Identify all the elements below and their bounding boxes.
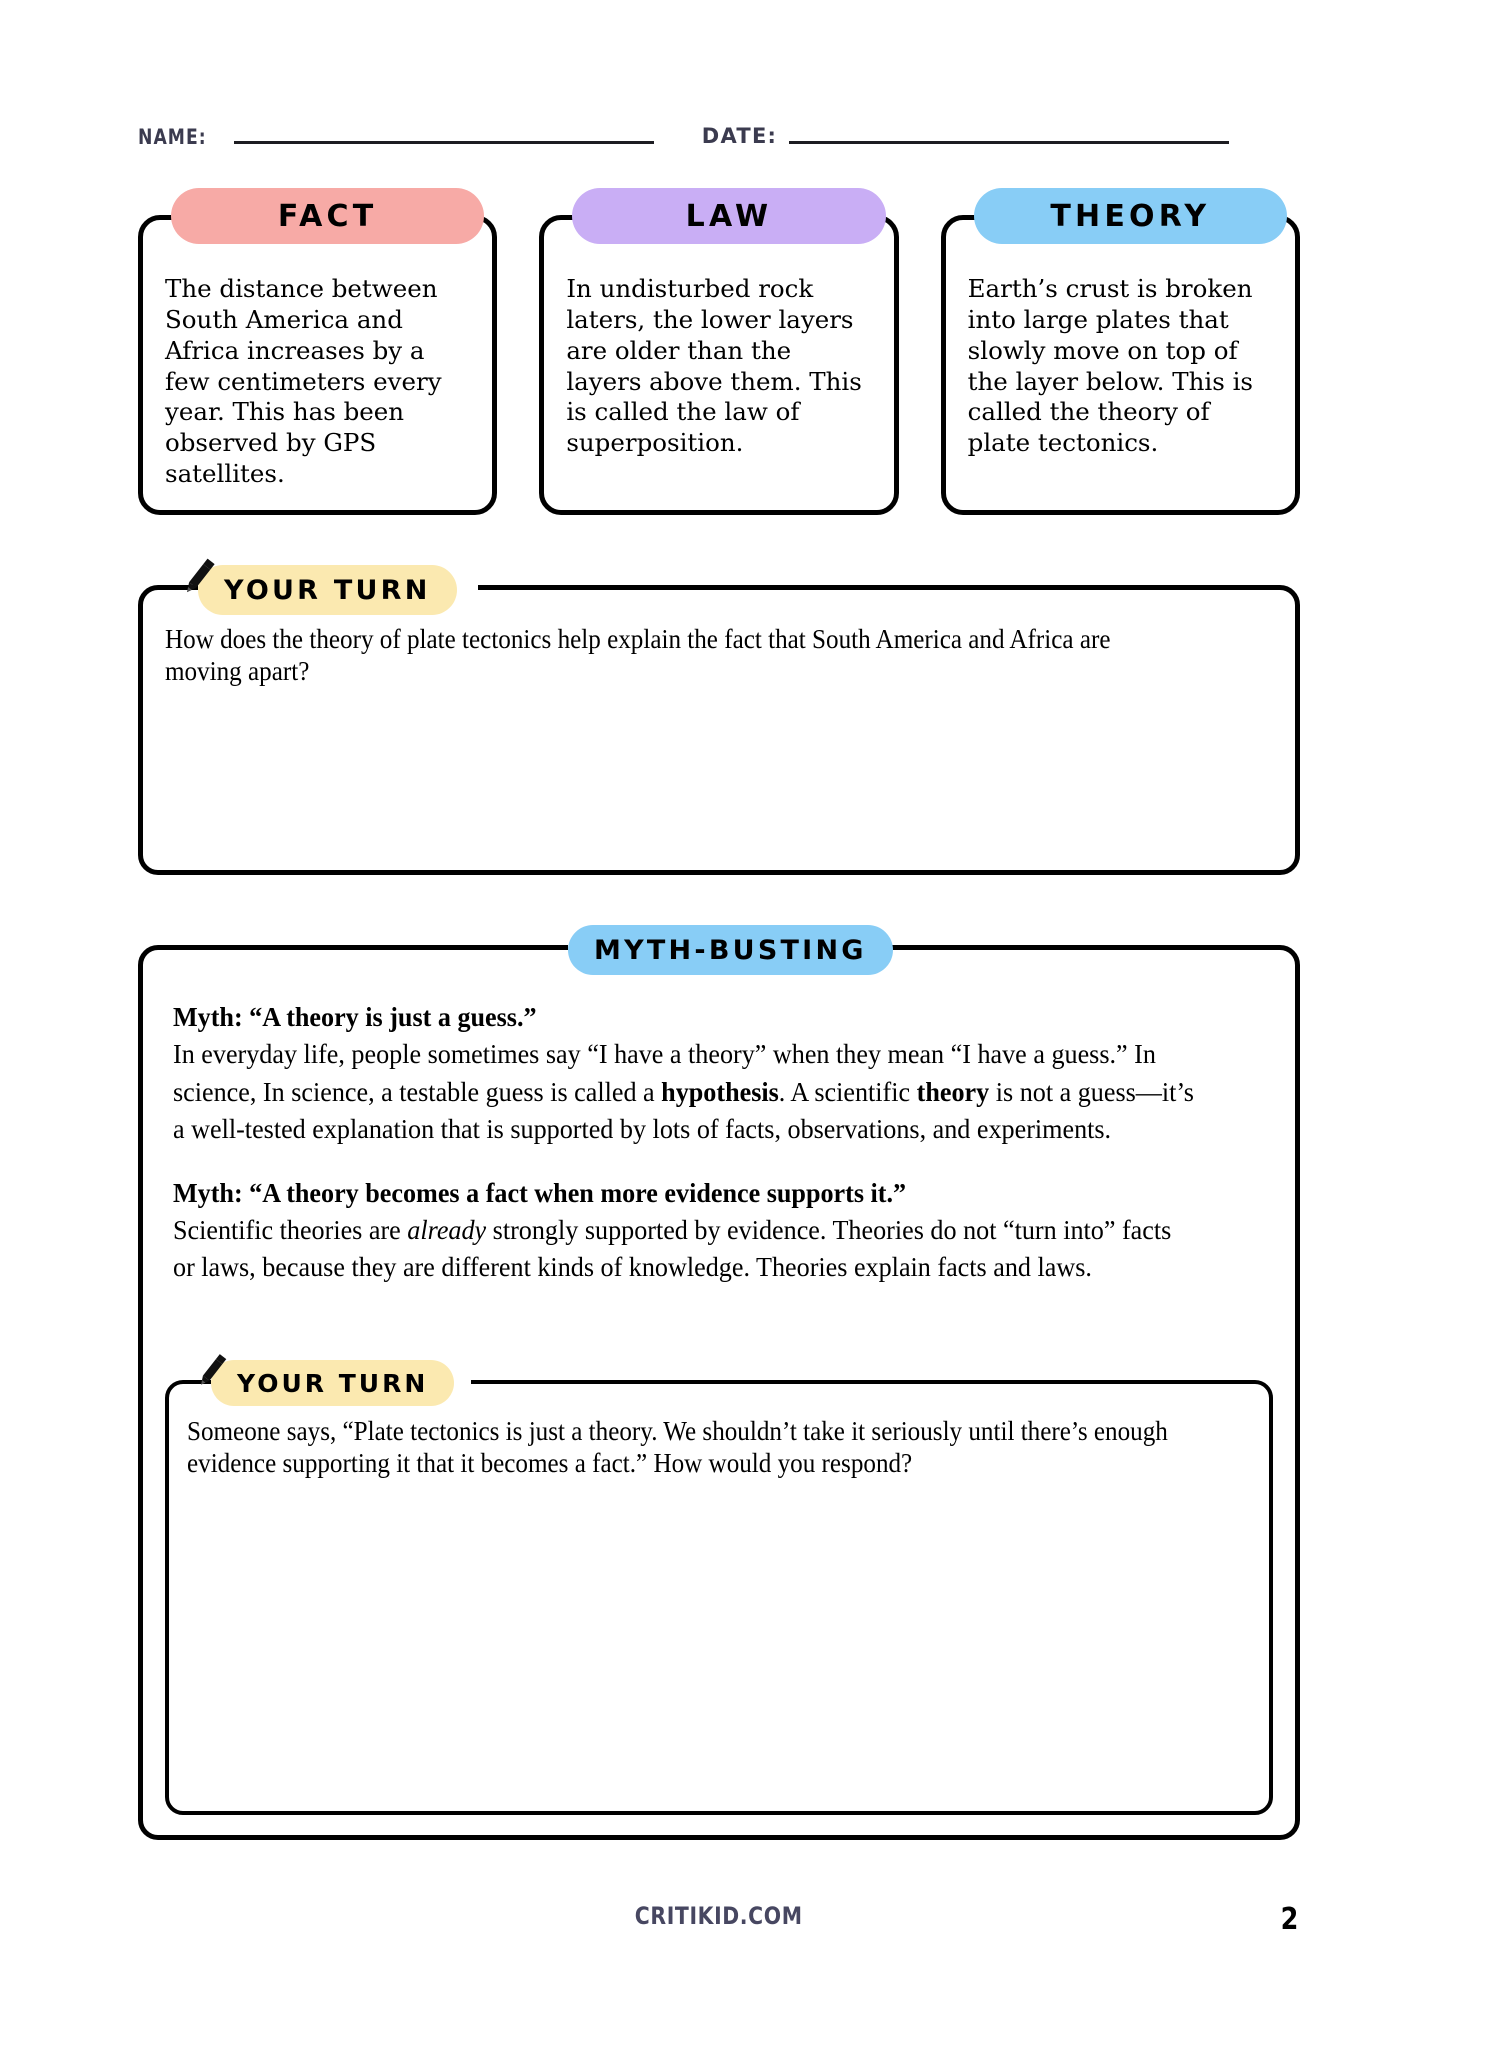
myth-2-text-a: Scientific theories are [173, 1213, 408, 1245]
name-write-line[interactable] [234, 141, 654, 144]
card-theory [941, 198, 1300, 515]
date-write-line[interactable] [789, 141, 1229, 144]
myth-block-1 [173, 998, 1194, 1148]
your-turn-tab-1 [198, 565, 457, 615]
name-label: NAME: [138, 125, 207, 149]
brand-label: CRITIKID.COM [635, 1902, 803, 1930]
myth-paragraph-1 [173, 1035, 1194, 1147]
your-turn-answer-area-2[interactable] [185, 1534, 1253, 1799]
card-fact-body: The distance between South America and Africa increases by a few centimeters every year. This has been observed by GPS satellites. [165, 274, 442, 489]
pencil-icon [191, 1349, 233, 1391]
myth-heading-1: Myth: “A theory is just a guess.” [173, 1001, 537, 1032]
your-turn-tab-2 [211, 1360, 454, 1406]
your-turn-prompt-2: Someone says, “Plate tectonics is just a theory. We shouldn’t take it seriously until there’s enough evidence supporting it that it becomes a fact.” How would you respond? [187, 1416, 1168, 1478]
myth-2-italic-already: already [407, 1213, 487, 1245]
header-fields [138, 108, 1298, 148]
your-turn-tab-label-2: YOUR TURN [237, 1368, 429, 1398]
pencil-icon [176, 553, 222, 599]
page-number: 2 [1280, 1902, 1299, 1937]
definition-cards [138, 198, 1300, 515]
card-law [539, 198, 898, 515]
myth-1-bold-hypothesis: hypothesis [661, 1075, 779, 1107]
myth-1-text-c: is not a guess—it’s a well-tested explanation that is supported by lots of facts, observations, and experiments. [173, 1075, 1194, 1145]
your-turn-prompt-1: How does the theory of plate tectonics help explain the fact that South America and Africa are moving apart? [165, 624, 1111, 686]
myth-busting-content [173, 998, 1194, 1286]
card-theory-pill: THEORY [974, 188, 1287, 244]
myth-2-text-b: strongly supported by evidence. Theories do not “turn into” facts or laws, because they are different kinds of knowledge. Theories explain facts and laws. [173, 1213, 1172, 1283]
your-turn-section-1 [138, 574, 1300, 875]
card-law-body: In undisturbed rock laters, the lower layers are older than the layers above them. This is called the law of superposition. [566, 274, 862, 458]
myth-block-2 [173, 1174, 1194, 1286]
myth-heading-2: Myth: “A theory becomes a fact when more evidence supports it.” [173, 1176, 907, 1208]
card-law-pill: LAW [572, 188, 885, 244]
card-fact [138, 198, 497, 515]
myth-1-text-a: In everyday life, people sometimes say “I have a theory” when they mean “I have a guess.” In science, In science, a testable guess is called a [173, 1038, 1156, 1107]
myth-1-text-b: . A scientific [778, 1075, 917, 1107]
your-turn-tab-label-1: YOUR TURN [224, 574, 431, 606]
footer [138, 1902, 1300, 1937]
myth-busting-tab [568, 925, 893, 975]
myth-busting-tab-label: MYTH-BUSTING [594, 934, 867, 966]
your-turn-answer-area-1[interactable] [161, 710, 1277, 856]
card-theory-body: Earth’s crust is broken into large plates that slowly move on top of the layer below. This is called the theory of plate tectonics. [967, 274, 1253, 458]
card-fact-pill: FACT [171, 188, 484, 244]
myth-paragraph-2 [173, 1211, 1194, 1286]
your-turn-section-2 [165, 1368, 1273, 1815]
myth-1-bold-theory: theory [916, 1075, 990, 1107]
date-label: DATE: [701, 124, 778, 148]
myth-busting-section [138, 934, 1300, 1840]
date-label-wrap [702, 126, 777, 148]
